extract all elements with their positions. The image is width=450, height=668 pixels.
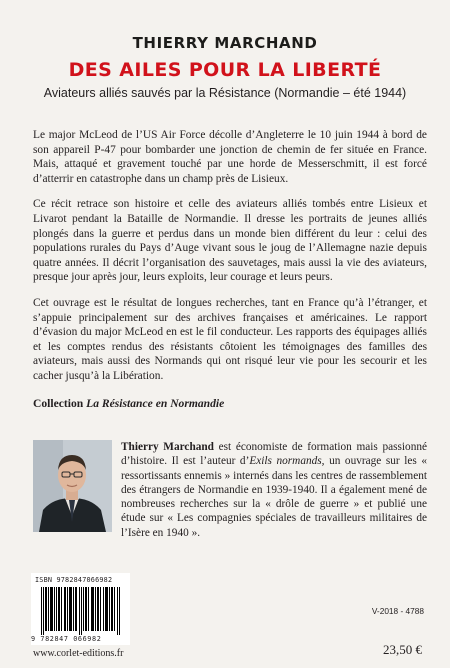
barcode-digits: 9 782847 066982: [31, 635, 102, 643]
barcode-bars: [41, 587, 123, 635]
isbn-label: ISBN 9782847066982: [35, 576, 113, 584]
price: 23,50 €: [383, 642, 422, 657]
author-photo: [33, 440, 112, 532]
author-bio: [121, 440, 427, 540]
bio-author-name: Thierry Marchand: [121, 441, 214, 453]
print-code: V-2018 - 4788: [371, 606, 424, 616]
bio-text-1: est économiste de formation mais passionné d’histoire. Il est l’auteur d’: [121, 441, 428, 468]
author-portrait-image: [33, 440, 112, 532]
bio-book-title: Exils normands,: [249, 455, 325, 468]
author-name: THIERRY MARCHAND: [132, 34, 318, 52]
bio-text-2: un ouvrage sur les « ressortissants ennemis » internés dans les centres de rassemblement des étrangers de Normandie en 1939-1940. Il a également mené de nombreuses recherches sur la « drôle de guerre » et publié une étude sur « Les compagnies spéciales de travailleurs militaires de l’Isère en 1940 ».: [121, 455, 427, 539]
collection-name: La Résistance en Normandie: [86, 396, 225, 410]
book-title: DES AILES POUR LA LIBERTÉ: [68, 59, 382, 81]
blurb-paragraph-1: Le major McLeod de l’US Air Force décolle d’Angleterre le 10 juin 1944 à bord de son appareil P-47 pour bombarder une jonction de chemin de fer située en France. Mais, attaqué et gravement touché par une horde de Messerschmitt, il est forcé d’atterrir en catastrophe dans un champ près de Lisieux.: [33, 129, 427, 185]
isbn-barcode: [31, 573, 130, 645]
blurb-paragraph-3: Cet ouvrage est le résultat de longues recherches, tant en France qu’à l’étranger, et s’appuie principalement sur des archives françaises et américaines. Le rapport d’évasion du major McLeod en est le fil conducteur. Les rapports des équipages alliés et les comptes rendus des résistants côtoient les témoignages des familles des aviateurs, mais aussi des Normands qui ont risqué leur vie pour les secourir et les cacher jusqu’à la Libération.: [33, 296, 427, 382]
collection-prefix: Collection: [33, 396, 84, 410]
blurb: [33, 128, 427, 422]
collection-line: [33, 397, 427, 412]
cover-header: [0, 34, 450, 100]
publisher-website: www.corlet-editions.fr: [33, 648, 124, 659]
blurb-paragraph-2: Ce récit retrace son histoire et celle des aviateurs alliés tombés entre Lisieux et Livarot pendant la Bataille de Normandie. Il dresse les portraits de jeunes alliés plongés dans la guerre et perdus dans un monde bien différent du leur : celui des populations rurales du Pays d’Auge vivant sous le joug de l’Allemagne nazie depuis quatre années. Il décrit l’organisation des sauvetages, mais aussi la vie des aviateurs, presque jour après jour, leurs exploits, leur courage et leurs peurs.: [33, 198, 427, 284]
book-subtitle: Aviateurs alliés sauvés par la Résistance (Normandie – été 1944): [43, 86, 407, 100]
